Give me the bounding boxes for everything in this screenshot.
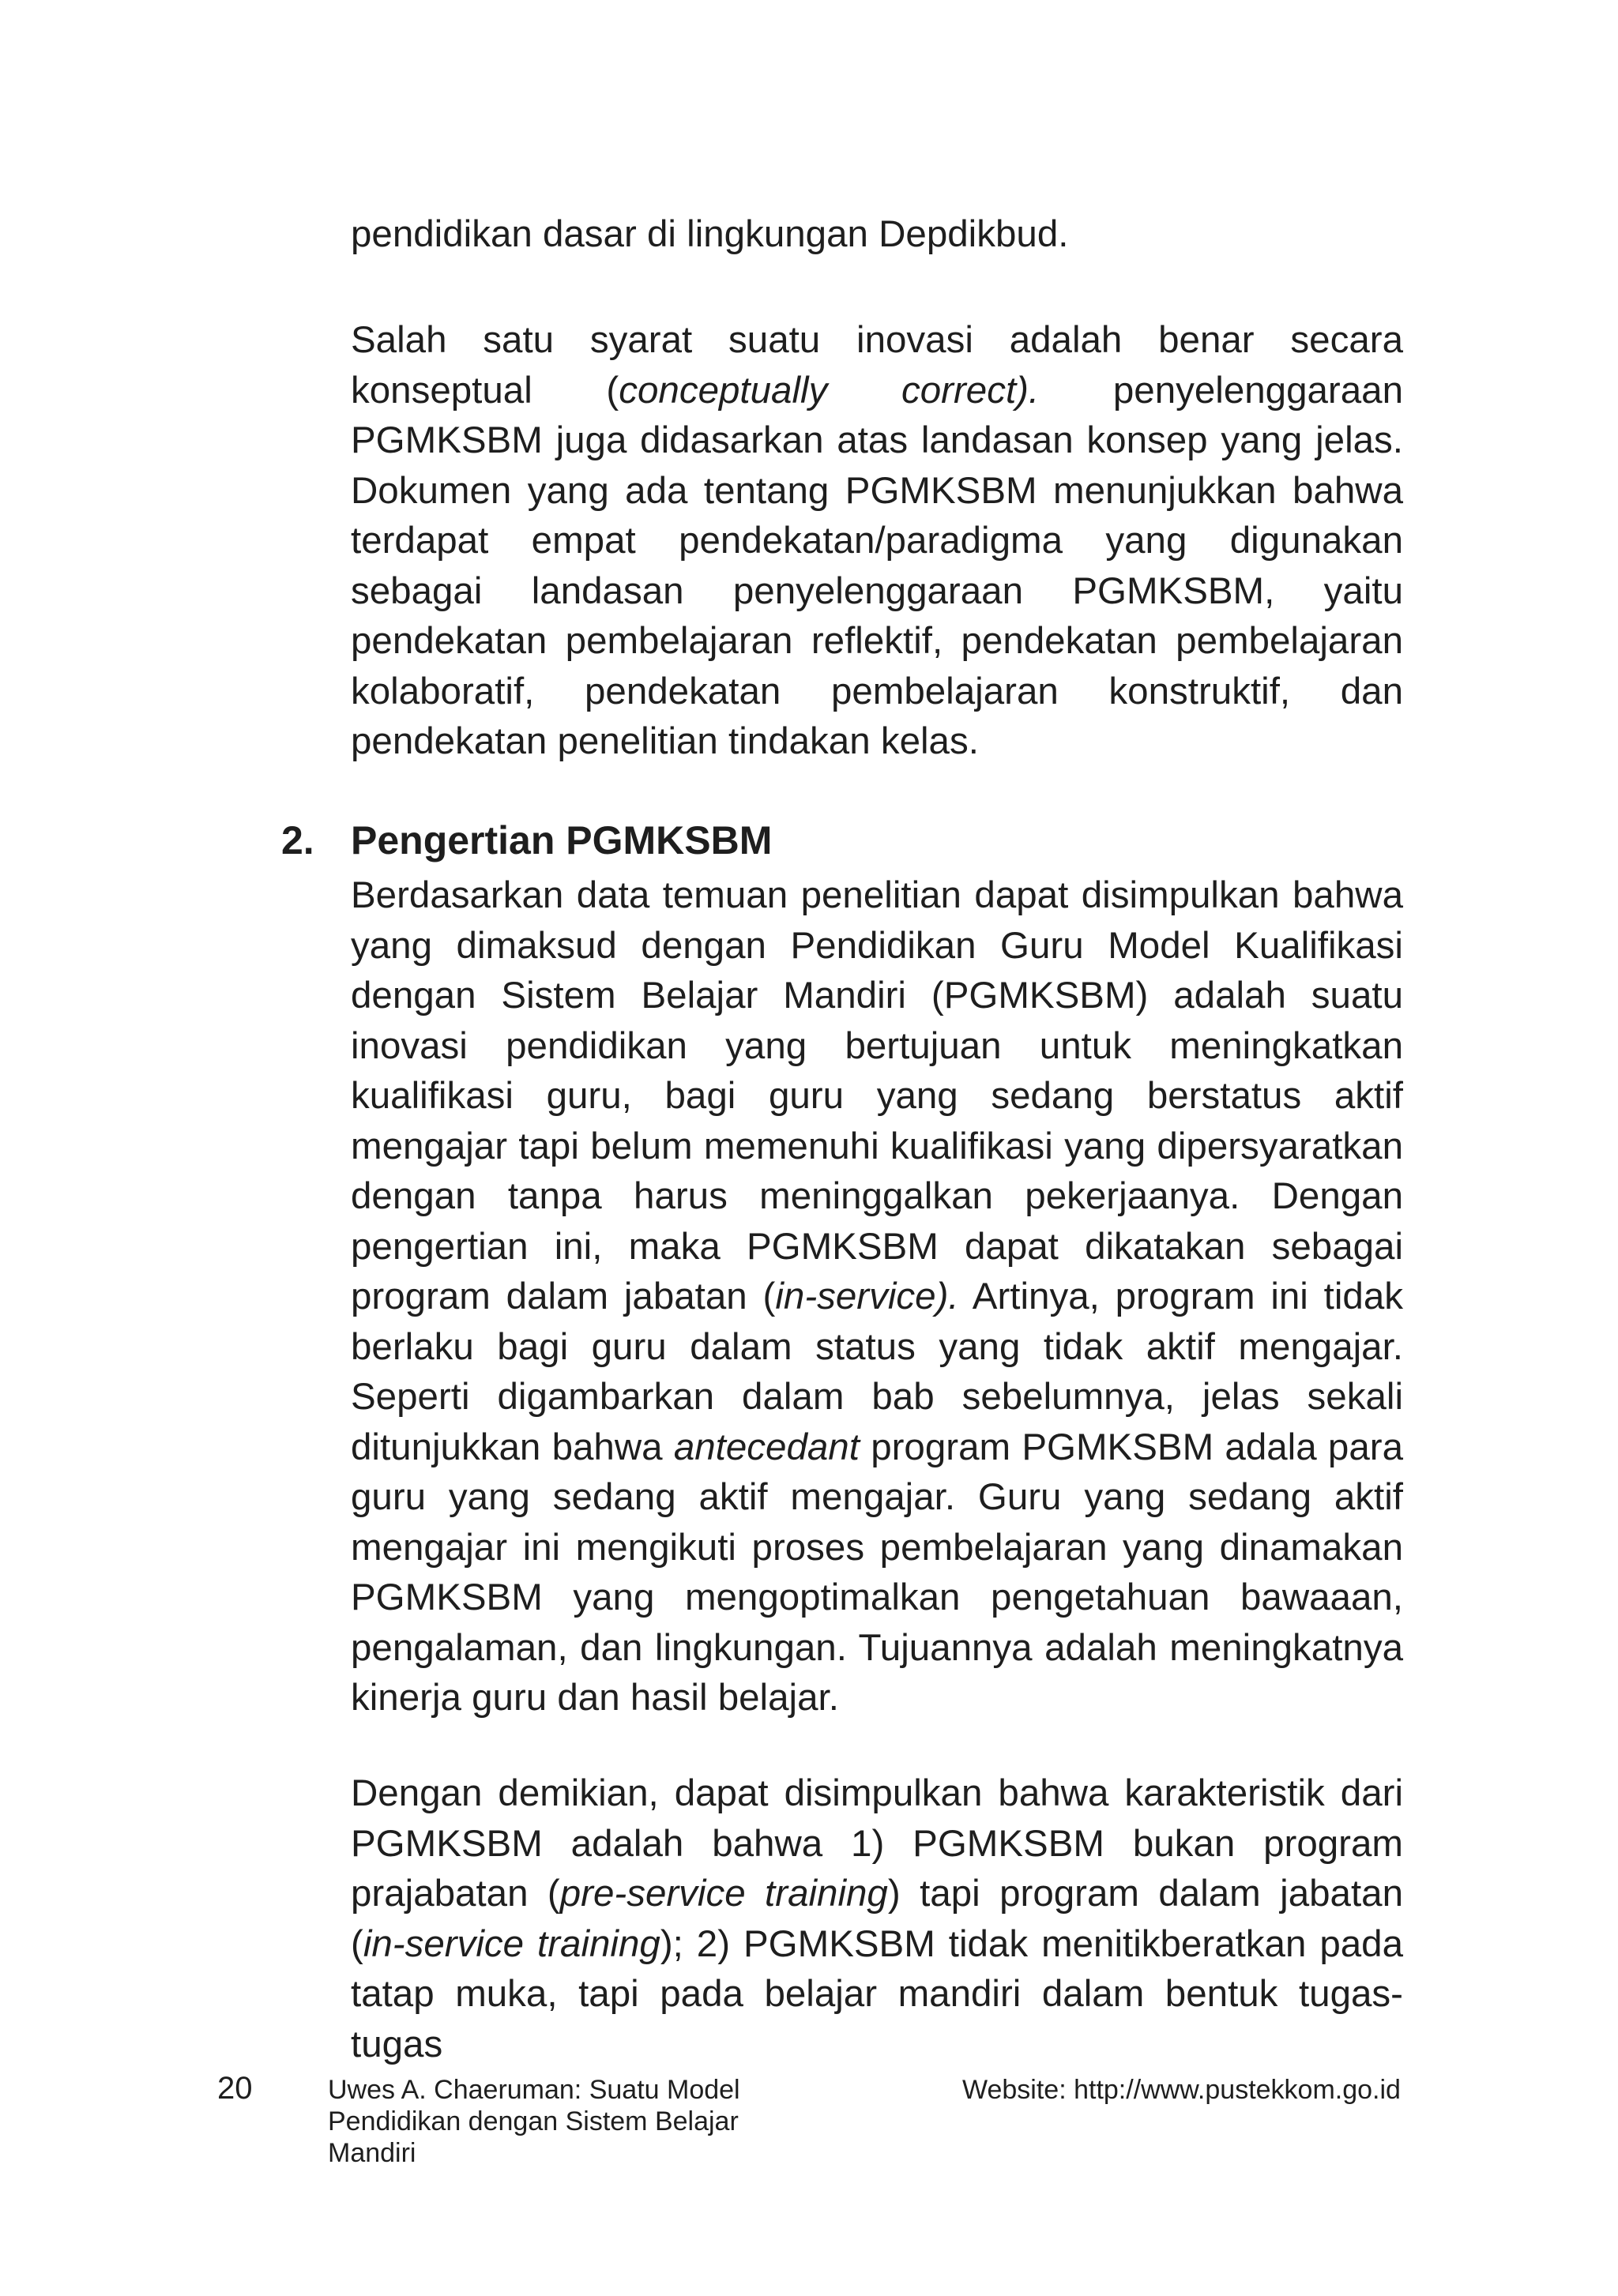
page-number: 20 [217, 2071, 253, 2106]
paragraph-text [351, 1768, 1403, 2069]
paragraph-syarat [351, 315, 1403, 767]
text-run: Berdasarkan data temuan penelitian dapat disimpulkan bahwa yang dimaksud dengan Pendidikan Guru Model Kualifikasi dengan Sistem Belajar Mandiri (PGMKSBM) adalah suatu inovasi pendidikan yang bertujuan untuk meningkatkan kualifikasi guru, bagi guru yang sedang berstatus aktif mengajar tapi belum memenuhi kualifikasi yang dipersyaratkan dengan tanpa harus meninggalkan pekerjaanya. Dengan pengertian ini, maka PGMKSBM dapat dikatakan sebagai program dalam jabatan ( [351, 874, 1403, 1317]
paragraph-text [351, 870, 1403, 1723]
italic-term: in-service). [775, 1276, 959, 1317]
paragraph-intro-tail [351, 209, 1403, 260]
text-run: Artinya, program ini tidak berlaku bagi guru dalam status yang tidak aktif mengajar. Seperti digambarkan dalam bab sebelumnya, jelas sekali ditunjukkan bahwa [351, 1276, 1403, 1468]
italic-term: in-service training [363, 1922, 660, 1965]
section-title: Pengertian PGMKSBM [351, 818, 773, 862]
text-run: program PGMKSBM adala para guru yang sedang aktif mengajar. Guru yang sedang aktif mengajar ini mengikuti proses pembelajaran yang dinamakan PGMKSBM yang mengoptimalkan pengetahuan bawaaan, pengalaman, dan lingkungan. Tujuannya adalah meningkatnya kinerja guru dan hasil belajar. [351, 1426, 1403, 1719]
paragraph-text: pendidikan dasar di lingkungan Depdikbud. [351, 213, 1069, 255]
text-run: Salah satu syarat suatu inovasi adalah benar secara konseptual ( [351, 319, 1403, 411]
text-run: ) tapi program dalam jabatan ( [351, 1873, 1403, 1965]
text-run: Dengan demikian, dapat disimpulkan bahwa karakteristik dari PGMKSBM adalah bahwa 1) PGMKSBM bukan program prajabatan ( [351, 1772, 1403, 1915]
text-run: ); 2) PGMKSBM tidak menitikberatkan pada tatap muka, tapi pada belajar mandiri dalam bentuk tugas-tugas [351, 1922, 1403, 2065]
italic-term: antecedant [673, 1426, 860, 1468]
paragraph-demikian [351, 1768, 1403, 2069]
paragraph-pengertian [351, 870, 1403, 1723]
footer-author-line: Uwes A. Chaeruman: Suatu Model Pendidikan dengan Sistem Belajar Mandiri [328, 2075, 740, 2168]
section-heading [281, 815, 772, 866]
paragraph-text [351, 315, 1403, 767]
text-run: penyelenggaraan PGMKSBM juga didasarkan atas landasan konsep yang jelas. Dokumen yang ada tentang PGMKSBM menunjukkan bahwa terdapat empat pendekatan/paradigma yang digunakan sebagai landasan penyelenggaraan PGMKSBM, yaitu pendekatan pembelajaran reflektif, pendekatan pembelajaran kolaboratif, pendekatan pembelajaran konstruktif, dan pendekatan penelitian tindakan kelas. [351, 369, 1403, 762]
footer-website: Website: http://www.pustekkom.go.id [962, 2075, 1401, 2105]
section-number: 2. [281, 818, 314, 862]
italic-term: conceptually correct). [619, 369, 1040, 411]
italic-term: pre-service training [559, 1873, 888, 1915]
